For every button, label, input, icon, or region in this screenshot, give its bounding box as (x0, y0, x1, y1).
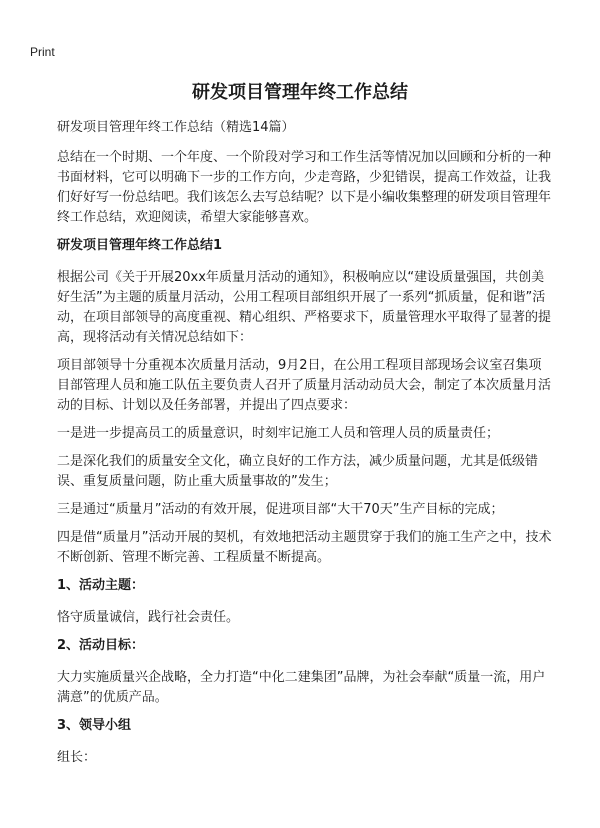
subsection-heading-theme: 1、活动主题： (57, 578, 145, 593)
body-paragraph: 一是进一步提高员工的质量意识，时刻牢记施工人员和管理人员的质量责任； (57, 426, 500, 441)
theme-paragraph: 恪守质量诚信，践行社会责任。 (57, 610, 240, 625)
body-paragraph: 三是通过“质量月”活动的有效开展，促进项目部“大干70天”生产目标的完成； (57, 502, 504, 517)
subsection-heading-leadership: 3、领导小组 (57, 718, 132, 733)
body-paragraph: 根据公司《关于开展20xx年质量月活动的通知》，积极响应以“建设质量强国，共创美好生活”为主题的质量月活动，公用工程项目部组织开展了一系列“抓质量，促和谐”活动，在项目部领导的高度重视、精心组织、严格要求下，质量管理水平取得了显著的提高，现将活动有关情况总结如下： (57, 270, 552, 345)
document-subtitle: 研发项目管理年终工作总结（精选14篇） (57, 120, 295, 135)
document-body (57, 118, 553, 776)
document-title: 研发项目管理年终工作总结 (192, 82, 408, 103)
body-paragraph: 项目部领导十分重视本次质量月活动，9月2日，在公用工程项目部现场会议室召集项目部管理人员和施工队伍主要负责人召开了质量月活动动员大会，制定了本次质量月活动的目标、计划以及任务部署，并提出了四点要求： (57, 358, 552, 413)
section-heading: 研发项目管理年终工作总结1 (57, 238, 223, 253)
body-paragraph: 二是深化我们的质量安全文化，确立良好的工作方法，减少质量问题，尤其是低级错误、重复质量问题，防止重大质量事故的”发生； (57, 454, 539, 489)
leadership-paragraph: 组长： (57, 750, 97, 765)
intro-paragraph: 总结在一个时期、一个年度、一个阶段对学习和工作生活等情况加以回顾和分析的一种书面材料，它可以明确下一步的工作方向，少走弯路，少犯错误，提高工作效益，让我们好好写一份总结吧。我们该怎么去写总结呢？以下是小编收集整理的研发项目管理年终工作总结，欢迎阅读，希望大家能够喜欢。 (57, 150, 552, 225)
goal-paragraph: 大力实施质量兴企战略，全力打造“中化二建集团”品牌，为社会奉献“质量一流，用户满意”的优质产品。 (57, 670, 546, 705)
body-paragraph: 四是借“质量月”活动开展的契机，有效地把活动主题贯穿于我们的施工生产之中，技术不断创新、管理不断完善、工程质量不断提高。 (57, 530, 552, 565)
subsection-heading-goal: 2、活动目标： (57, 638, 145, 653)
print-link[interactable]: Print (30, 45, 55, 59)
